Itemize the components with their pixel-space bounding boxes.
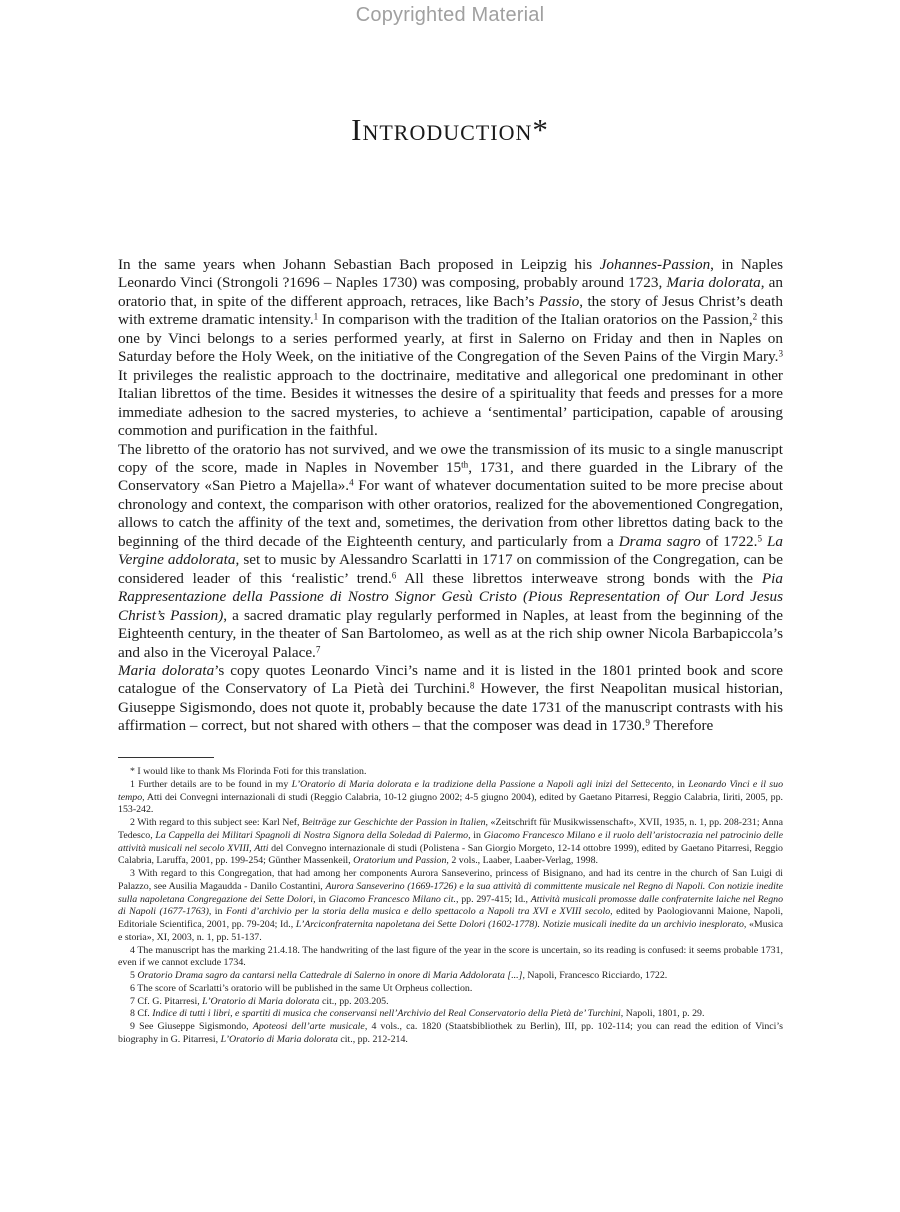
footnote bbox=[118, 970, 783, 983]
text-run: ’s copy quotes Leonardo Vinci’s name and it is listed in the 1801 printed book and score catalogue of the Conservatory of La Pietà dei Turchini. bbox=[118, 661, 784, 698]
text-run: For want of whatever documentation suited to be more precise about chronology and context, the comparison with other oratorios, realized for the abovementioned Congregation, allows to catch the affinity of the text and, sometimes, the derivation from other librettos dating back to the beginning of the third decade of the Eighteenth century, and particularly from a bbox=[118, 477, 784, 550]
text-run: , pp. 297-415; Id., bbox=[455, 893, 531, 905]
text-run: In comparison with the tradition of the Italian oratorios on the Passion, bbox=[318, 311, 753, 329]
text-run: , in bbox=[671, 778, 689, 790]
text-run: 1 Further details are to be found in my bbox=[130, 778, 292, 790]
footnote bbox=[118, 779, 783, 817]
footnote-separator bbox=[118, 757, 214, 758]
text-run: 7 Cf. G. Pitarresi, bbox=[130, 995, 203, 1007]
body-text bbox=[118, 256, 783, 736]
italic-text: Maria dolorata bbox=[118, 661, 215, 679]
italic-text: Johannes-Passion bbox=[599, 256, 711, 273]
italic-text: Giacomo Francesco Milano e il ruolo dell’aristocrazia nel patrocinio delle attività musicali nel secolo XVIII bbox=[118, 829, 783, 854]
italic-text: Oratorium und Passion bbox=[353, 855, 447, 867]
text-run: All these librettos interweave strong bonds with the bbox=[396, 569, 762, 587]
footnote-marker: th bbox=[461, 459, 469, 470]
text-run: , 4 vols., ca. 1820 (Staatsbibliothek zu Berlin), III, pp. 102-114; you can read the edition of Vinci’s biography in G. Pitarresi, bbox=[118, 1021, 784, 1045]
text-run: , a sacred dramatic play regularly performed in Naples, at least from the beginning of the Eighteenth century, in the theater of San Bartolomeo, as well as at the rich ship owner Nicola Barbapiccola’s and also in the Viceroyal Palace. bbox=[118, 606, 783, 661]
body-paragraph bbox=[118, 256, 783, 441]
footnote bbox=[118, 766, 783, 779]
footnote-marker: 4 bbox=[349, 477, 354, 488]
body-paragraph bbox=[118, 441, 783, 662]
footnote bbox=[118, 1008, 783, 1021]
text-run: However, the first Neapolitan musical historian, Giuseppe Sigismondo, does not quote it, probably because the date 1731 of the manuscript contrasts with his affirmation – correct, but not shared with others – that the composer was dead in 1730. bbox=[118, 680, 784, 735]
text-run: , in bbox=[468, 829, 484, 841]
text-run: , «Zeitschrift für Musikwissenschaft», XVII, 1935, n. 1, pp. 208-231; Anna Tedesco, bbox=[118, 817, 784, 841]
text-run: 6 The score of Scarlatti’s oratorio will be published in the same Ut Orpheus collection. bbox=[130, 982, 473, 994]
italic-text: Indice di tutti i libri, e spartiti di musica che conservansi nell’Archivio del Real Conservatorio della Pietà de’ Turchini bbox=[152, 1008, 621, 1020]
text-run: , Napoli, Francesco Ricciardo, 1722. bbox=[522, 970, 668, 981]
body-paragraph bbox=[118, 662, 783, 736]
text-run: The libretto of the oratorio has not survived, and we owe the transmission of its music to a single manuscript copy of the score, made in Naples in November 15 bbox=[118, 440, 783, 476]
text-run: , in Naples Leonardo Vinci (Strongoli ?1696 – Naples 1730) was composing, probably around 1723, bbox=[118, 256, 783, 292]
footnote-marker: 9 bbox=[645, 717, 650, 728]
footnote bbox=[118, 817, 783, 868]
footnote-marker: 3 bbox=[778, 348, 783, 359]
italic-text: Oratorio Drama sagro da cantarsi nella Cattedrale di Salerno in onore di Maria Addolorata [...] bbox=[137, 970, 523, 981]
italic-text: Atti bbox=[254, 842, 269, 854]
footnote bbox=[118, 868, 783, 945]
text-run: cit., pp. 203.205. bbox=[319, 995, 389, 1007]
text-run: , bbox=[249, 842, 255, 854]
text-run: , Atti dei Convegni internazionali di studi (Reggio Calabria, 10-12 giugno 2002; 4-5 giugno 2004), edited by Gaetano Pitarresi, Reggio Calabria, Iiriti, 2005, pp. 153-242. bbox=[118, 791, 783, 816]
text-run: cit., pp. 212-214. bbox=[337, 1033, 408, 1045]
text-run: 4 The manuscript has the marking 21.4.18. The handwriting of the last figure of the year in the score is uncertain, so its reading is confused: it seems probable 1731, even if we cannot exclude 1734. bbox=[118, 944, 783, 969]
italic-text: L’Oratorio di Maria dolorata bbox=[202, 995, 320, 1007]
text-run: of 1722. bbox=[700, 532, 758, 550]
italic-text: Passio bbox=[538, 292, 580, 310]
italic-text: L’Oratorio di Maria dolorata e la tradizione della Passione a Napoli agli inizi del Settecento bbox=[291, 778, 672, 790]
text-run: Therefore bbox=[649, 717, 714, 735]
footnote bbox=[118, 983, 783, 996]
italic-text: L’Arciconfraternita napoletana dei Sette Dolori (1602-1778). Notizie musicali inedite da un archivio inesplorato bbox=[295, 919, 744, 930]
text-run: 5 bbox=[130, 970, 138, 981]
text-run: this one by Vinci belongs to a series performed yearly, at first in Salerno on Friday and then in Naples on Saturday before the Holy Week, on the initiative of the Congregation of the Seven Pains of the Virgin Mary. bbox=[118, 311, 783, 366]
text-run: , in bbox=[313, 893, 329, 905]
italic-text: Attività musicali promosse dalle confraternite laiche nel Regno di Napoli (1677-1763) bbox=[118, 893, 784, 918]
text-run: , 2 vols., Laaber, Laaber-Verlag, 1998. bbox=[446, 855, 598, 867]
text-run: , 1731, and there guarded in the Library of the Conservatory «San Pietro a Majella». bbox=[118, 458, 784, 495]
footnote bbox=[118, 1021, 783, 1047]
text-run: del Convegno internazionale di studi (Polistena - San Giorgio Morgeto, 12-14 ottobre 1999), edited by Gaetano Pitarresi, Reggio Calabria, Laruffa, 2001, pp. 199-254; Günther Massenkeil, bbox=[118, 842, 783, 867]
text-run: , an oratorio that, in spite of the different approach, retraces, like Bach’s bbox=[118, 274, 783, 310]
text-run: , Napoli, 1801, p. 29. bbox=[620, 1008, 705, 1020]
footnote-marker: 5 bbox=[757, 533, 763, 544]
footnote-marker: 8 bbox=[469, 680, 475, 691]
footnote-marker: 1 bbox=[313, 311, 319, 322]
text-run: , set to music by Alessandro Scarlatti in 1717 on commission of the Congregation, can be considered leader of this ‘realistic’ trend. bbox=[118, 551, 783, 587]
italic-text: Drama sagro bbox=[618, 532, 701, 550]
text-run: 3 With regard to this Congregation, that had among her components Aurora Sanseverino, princess of Bisignano, and had its centre in the church of San Luigi di Palazzo, see Ausilia Magaudda - Danilo Costantini, bbox=[118, 868, 783, 892]
italic-text: Leonardo Vinci e il suo tempo bbox=[118, 778, 784, 803]
italic-text: L’Oratorio di Maria dolorata bbox=[220, 1033, 338, 1045]
footnote bbox=[118, 996, 783, 1009]
text-run: , edited by Paologiovanni Maione, Napoli, Editoriale Scientifica, 2001, pp. 79-204; Id., bbox=[118, 906, 784, 930]
italic-text: Maria dolorata bbox=[666, 274, 761, 292]
chapter-title: Introduction* bbox=[351, 112, 549, 147]
text-run: , the story of Jesus Christ’s death with extreme dramatic intensity. bbox=[118, 292, 783, 329]
text-run: 9 See Giuseppe Sigismondo, bbox=[130, 1021, 253, 1032]
text-run: , «Musica e storia», XI, 2003, n. 1, pp. 51-137. bbox=[118, 919, 783, 943]
text-run: * I would like to thank Ms Florinda Foti for this translation. bbox=[130, 766, 367, 777]
footnotes bbox=[118, 766, 783, 1047]
copyright-watermark: Copyrighted Material bbox=[355, 4, 545, 26]
italic-text: Fonti d’archivio per la storia della musica e dello spettacolo a Napoli tra XVI e XVIII secolo bbox=[225, 906, 611, 918]
text-run: It privileges the realistic approach to the doctrinaire, meditative and allegorical one predominant in other Italian librettos of the time. Besides it witnesses the desire of a spirituality that feeds and presses for a more immediate adhesion to the sacred mysteries, to achieve a ‘sentimental’ participation, capable of arousing commotion and purification in the faithful. bbox=[118, 366, 783, 440]
text-run: , in bbox=[208, 906, 226, 918]
text-run: 8 Cf. bbox=[130, 1008, 153, 1020]
text-run: 2 With regard to this subject see: Karl Nef, bbox=[130, 817, 303, 828]
footnote bbox=[118, 945, 783, 971]
footnote-marker: 7 bbox=[315, 643, 321, 654]
italic-text: Apoteosi dell’arte musicale bbox=[252, 1021, 365, 1032]
italic-text: La Cappella dei Militari Spagnoli di Nostra Signora della Soledad di Palermo bbox=[155, 829, 469, 841]
italic-text: Aurora Sanseverino (1669-1726) e la sua attività di committente musicale nel Regno di Napoli. Con notizie inedite sulla napoletana Congregazione dei Sette Dolori bbox=[118, 880, 783, 905]
text-run: In the same years when Johann Sebastian Bach proposed in Leipzig his bbox=[118, 256, 600, 273]
italic-text: Beiträge zur Geschichte der Passion in Italien bbox=[302, 817, 486, 828]
italic-text: Giacomo Francesco Milano cit. bbox=[328, 893, 456, 905]
italic-text: Pia Rappresentazione della Passione di Nostro Signor Gesù Cristo (Pious Representation of Our Lord Jesus Christ’s Passion) bbox=[118, 569, 783, 624]
footnote-marker: 2 bbox=[752, 311, 758, 322]
italic-text: La Vergine addolorata bbox=[118, 532, 784, 569]
footnote-marker: 6 bbox=[391, 570, 397, 581]
